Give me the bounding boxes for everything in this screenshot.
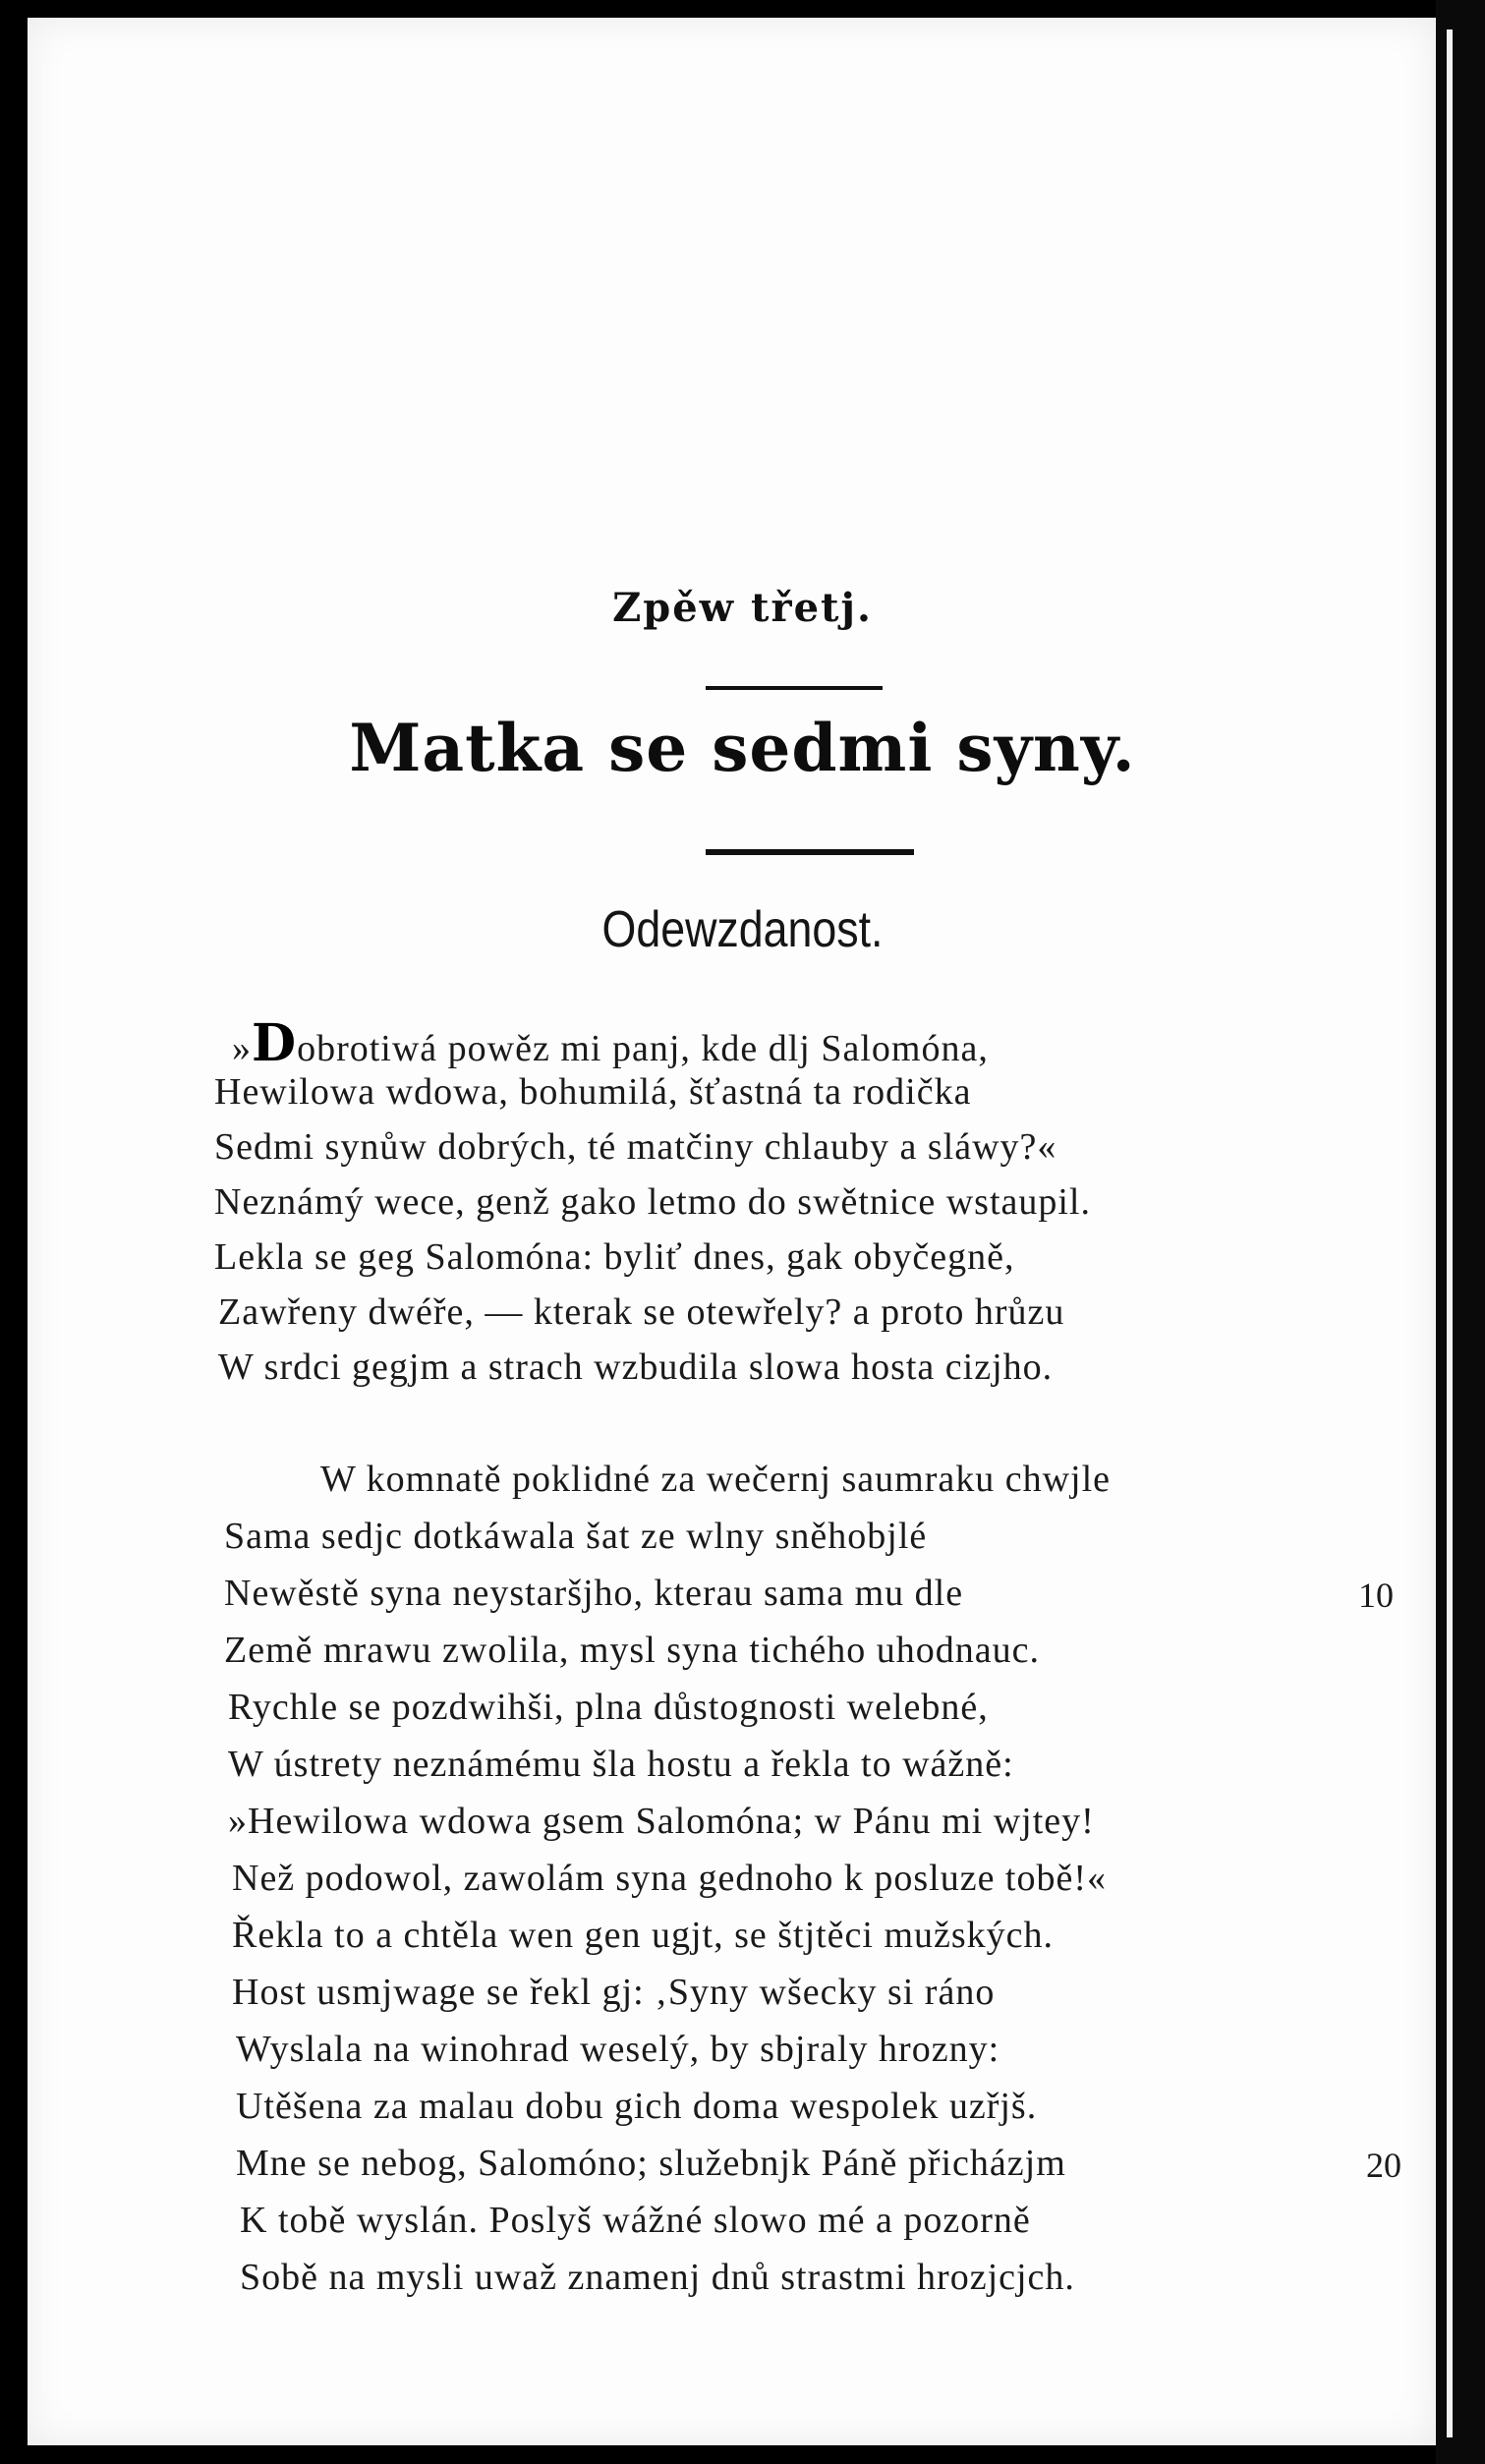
verse-line-14: »Hewilowa wdowa gsem Salomóna; w Pánu mi wjtey! — [228, 1801, 1095, 1842]
verse-line-9: Sama sedjc dotkáwala šat ze wlny sněhobjlé — [224, 1516, 928, 1557]
verse-line-12: Rychle se pozdwihši, plna důstognosti welebné, — [228, 1687, 989, 1728]
book-page — [28, 18, 1436, 2445]
verse-line-15: Než podowol, zawolám syna gednoho k posluze tobě!« — [232, 1858, 1108, 1899]
verse-line-1-text: obrotiwá powěz mi panj, kde dlj Salomóna, — [297, 1028, 989, 1069]
scan-edge — [1436, 0, 1485, 2464]
verse-line-21: K tobě wyslán. Poslyš wážné slowo mé a pozorně — [240, 2200, 1031, 2241]
verse-line-20: Mne se nebog, Salomóno; služebnjk Páně přicházjm — [236, 2143, 1066, 2184]
line-number-10: 10 — [1358, 1576, 1394, 1615]
verse-line-11: Země mrawu zwolila, mysl syna tichého uhodnauc. — [224, 1630, 1041, 1671]
page-edge-line — [1447, 29, 1453, 2437]
poem-title: Matka se sedmi syny. — [349, 710, 1136, 786]
verse-line-17: Host usmjwage se řekl gj: ‚Syny wšecky si ráno — [232, 1972, 996, 2013]
rule-lower — [706, 849, 914, 855]
opening-quote: » — [232, 1028, 252, 1069]
verse-line-10: Newěstě syna neystaršjho, kterau sama mu dle — [224, 1573, 964, 1614]
verse-line-18: Wyslala na winohrad weselý, by sbjraly hrozny: — [236, 2029, 1000, 2070]
verse-line-13: W ústrety neznámému šla hostu a řekla to wážně: — [228, 1744, 1014, 1785]
verse-line-8: W komnatě poklidné za wečernj saumraku chwjle — [320, 1459, 1112, 1500]
canto-heading: Zpěw třetj. — [612, 585, 873, 631]
drop-cap: D — [252, 1013, 298, 1073]
verse-line-16: Řekla to a chtěla wen gen ugjt, se štjtěci mužských. — [232, 1915, 1055, 1956]
verse-line-5: Lekla se geg Salomóna: byliť dnes, gak obyčegně, — [214, 1236, 1015, 1278]
verse-line-1 — [232, 1013, 989, 1073]
verse-line-2: Hewilowa wdowa, bohumilá, šťastná ta rodička — [214, 1071, 972, 1113]
verse-line-19: Utěšena za malau dobu gich doma wespolek uzřjš. — [236, 2086, 1038, 2127]
verse-line-6: Zawřeny dwéře, — kterak se otewřely? a proto hrůzu — [218, 1291, 1065, 1333]
verse-line-22: Sobě na mysli uwaž znamenj dnů strastmi hrozjcjch. — [240, 2257, 1075, 2298]
section-subtitle: Odewzdanost. — [601, 901, 884, 958]
verse-line-7: W srdci gegjm a strach wzbudila slowa hosta cizjho. — [218, 1347, 1054, 1388]
verse-line-3: Sedmi synůw dobrých, té matčiny chlauby a sláwy?« — [214, 1126, 1057, 1168]
verse-line-4: Neznámý wece, genž gako letmo do swětnice wstaupil. — [214, 1181, 1091, 1223]
rule-upper — [706, 686, 883, 690]
line-number-20: 20 — [1366, 2146, 1401, 2185]
